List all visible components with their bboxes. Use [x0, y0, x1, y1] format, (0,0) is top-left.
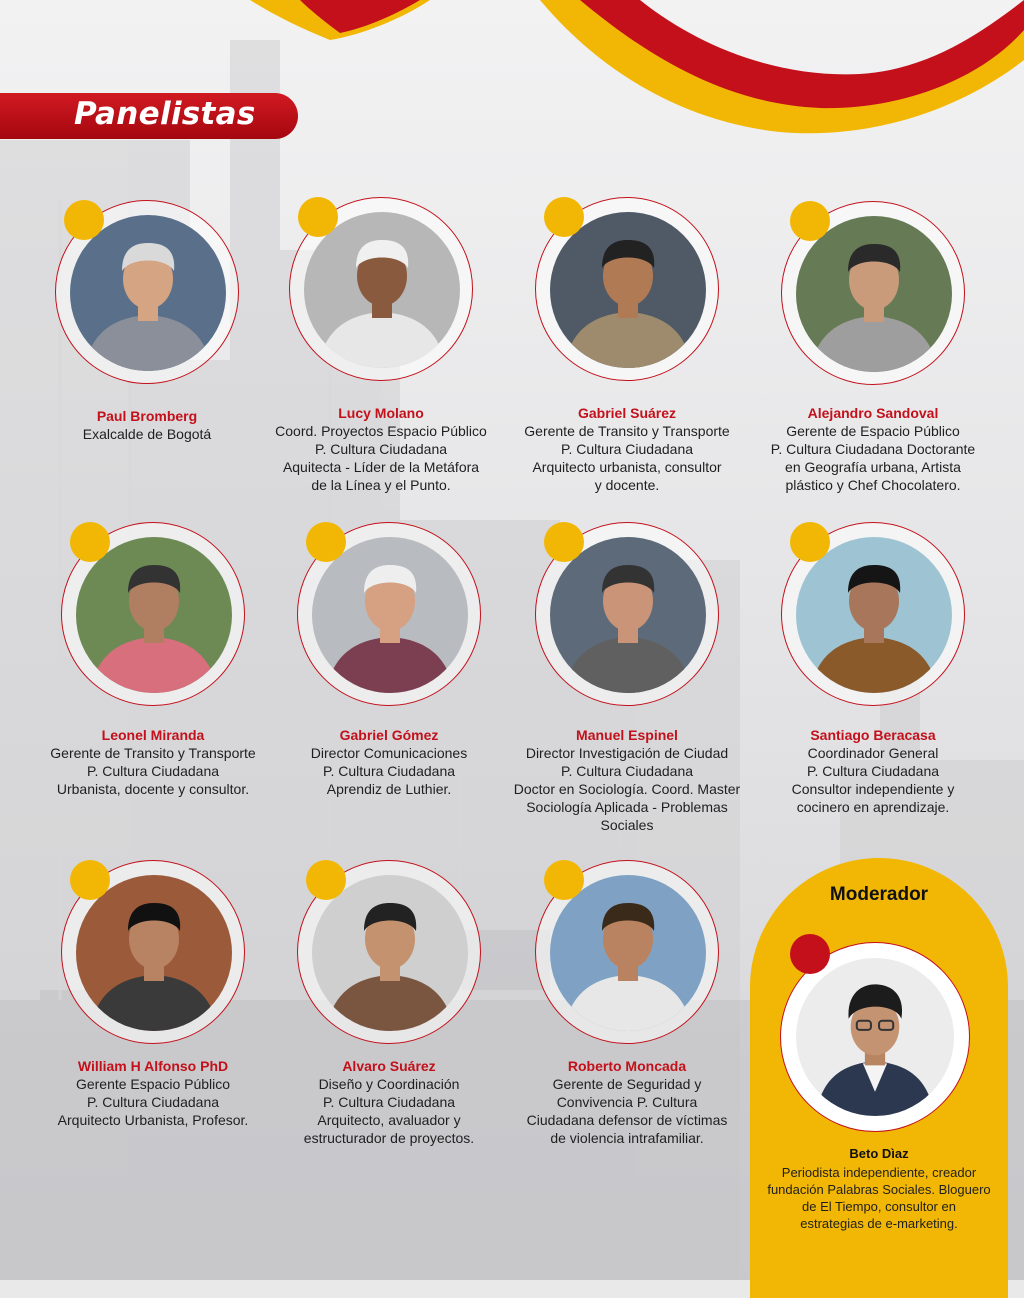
panelist-accent-dot	[70, 860, 110, 900]
panelist-description-line: Aprendiz de Luthier.	[326, 781, 452, 797]
panelist-description-line: en Geografía urbana, Artista	[785, 459, 961, 475]
panelist-description-line: Ciudadana defensor de víctimas	[526, 1112, 728, 1128]
panelist-description	[748, 422, 998, 494]
panelist-description-line: Diseño y Coordinación	[318, 1076, 460, 1092]
panelist-description	[502, 422, 752, 494]
panelist-accent-dot	[544, 197, 584, 237]
panelist-description-line: de la Línea y el Punto.	[311, 477, 451, 493]
panelist-description-line: P. Cultura Ciudadana	[560, 441, 694, 457]
panelist-description-line: Urbanista, docente y consultor.	[56, 781, 250, 797]
panelist-description	[502, 1075, 752, 1147]
panelist-photo	[76, 875, 232, 1031]
page-title: Panelistas	[74, 96, 256, 132]
panelist-description-line: Arquitecto Urbanista, Profesor.	[57, 1112, 249, 1128]
panelist-description	[28, 1075, 278, 1129]
panelist-description	[748, 744, 998, 816]
panelist-description-line: cocinero en aprendizaje.	[796, 799, 950, 815]
panelist-accent-dot	[70, 522, 110, 562]
panelist-description-line: Aquitecta - Líder de la Metáfora	[282, 459, 480, 475]
panelist-description-line: P. Cultura Ciudadana	[806, 763, 940, 779]
panelist-name: Roberto Moncada	[567, 1058, 687, 1074]
panelist-description-line: Gerente de Seguridad y	[552, 1076, 702, 1092]
panelist-description	[256, 422, 506, 494]
panelist-name: Santiago Beracasa	[810, 727, 936, 743]
moderator-line: de El Tiempo, consultor en	[802, 1199, 956, 1214]
panelist-photo	[70, 215, 226, 371]
panelist-photo	[312, 875, 468, 1031]
panelist-name: Alejandro Sandoval	[807, 405, 939, 421]
panelist-accent-dot	[790, 201, 830, 241]
panelist-description-line: P. Cultura Ciudadana	[86, 763, 220, 779]
panelist-name: Gabriel Suárez	[577, 405, 677, 421]
panelist-description-line: de violencia intrafamiliar.	[550, 1130, 704, 1146]
panelist-photo	[550, 875, 706, 1031]
panelist-photo	[796, 537, 952, 693]
moderator-photo	[796, 958, 954, 1116]
panelist-name: Paul Bromberg	[96, 408, 198, 424]
panelist-description-line: P. Cultura Ciudadana	[314, 441, 448, 457]
panelist-description-line: P. Cultura Ciudadana Doctorante	[770, 441, 976, 457]
panelist-description-line: Gerente de Transito y Transporte	[524, 423, 730, 439]
panelist-description-line: P. Cultura Ciudadana	[86, 1094, 220, 1110]
panelist-description-line: Arquitecto, avaluador y	[317, 1112, 461, 1128]
panelist-accent-dot	[544, 860, 584, 900]
panelist-photo	[76, 537, 232, 693]
panelist-description-line: P. Cultura Ciudadana	[322, 1094, 456, 1110]
panelist-description	[28, 744, 278, 798]
panelist-description	[264, 744, 514, 798]
moderator-line: estrategias de e-marketing.	[800, 1216, 958, 1231]
panelist-photo	[550, 212, 706, 368]
moderator-accent-dot	[790, 934, 830, 974]
panelist-description-line: plástico y Chef Chocolatero.	[785, 477, 961, 493]
panelist-description-line: y docente.	[594, 477, 660, 493]
panelist-description	[22, 425, 272, 443]
panelist-photo	[796, 216, 952, 372]
panelist-name: Manuel Espinel	[576, 727, 678, 743]
panelist-description-line: Gerente de Espacio Público	[786, 423, 960, 439]
panelist-description-line: Gerente Espacio Público	[75, 1076, 231, 1092]
panelist-description-line: Doctor en Sociología. Coord. Master	[513, 781, 741, 797]
panelist-name: Leonel Miranda	[101, 727, 205, 743]
panelist-name: Gabriel Gómez	[339, 727, 439, 743]
moderator-line: Periodista independiente, creador	[781, 1165, 977, 1180]
title-banner	[0, 93, 298, 139]
panelist-description-line: Director Investigación de Ciudad	[525, 745, 729, 761]
panelist-description-line: Arquitecto urbanista, consultor	[532, 459, 722, 475]
panelist-photo	[304, 212, 460, 368]
moderator-description	[750, 1164, 1008, 1232]
panelist-photo	[550, 537, 706, 693]
panelist-description-line: Consultor independiente y	[791, 781, 955, 797]
panelist-name: Alvaro Suárez	[342, 1058, 436, 1074]
moderator-heading: Moderador	[829, 884, 929, 905]
panelist-accent-dot	[790, 522, 830, 562]
panelist-description-line: Gerente de Transito y Transporte	[50, 745, 256, 761]
panelist-photo	[312, 537, 468, 693]
panelist-description-line: estructurador de proyectos.	[303, 1130, 475, 1146]
panelist-accent-dot	[64, 200, 104, 240]
moderator-line: fundación Palabras Sociales. Bloguero	[767, 1182, 991, 1197]
panelist-accent-dot	[298, 197, 338, 237]
moderator-name: Beto Dìaz	[849, 1146, 909, 1161]
panelist-description-line: P. Cultura Ciudadana	[560, 763, 694, 779]
panelist-accent-dot	[306, 522, 346, 562]
panelist-description-line: Sociología Aplicada - Problemas	[526, 799, 728, 815]
panelist-accent-dot	[544, 522, 584, 562]
panelist-description	[264, 1075, 514, 1147]
panelist-description-line: Sociales	[600, 817, 654, 833]
panelist-description-line: Coord. Proyectos Espacio Público	[275, 423, 487, 439]
panelist-name: William H Alfonso PhD	[77, 1058, 229, 1074]
panelist-description-line: P. Cultura Ciudadana	[322, 763, 456, 779]
moderator-card	[750, 858, 1008, 1298]
panelist-description	[502, 744, 752, 834]
panelist-description-line: Exalcalde de Bogotá	[82, 426, 212, 442]
panelist-description-line: Convivencia P. Cultura	[556, 1094, 698, 1110]
panelist-description-line: Coordinador General	[807, 745, 939, 761]
panelist-description-line: Director Comunicaciones	[310, 745, 468, 761]
panelist-accent-dot	[306, 860, 346, 900]
panelist-name: Lucy Molano	[338, 405, 424, 421]
